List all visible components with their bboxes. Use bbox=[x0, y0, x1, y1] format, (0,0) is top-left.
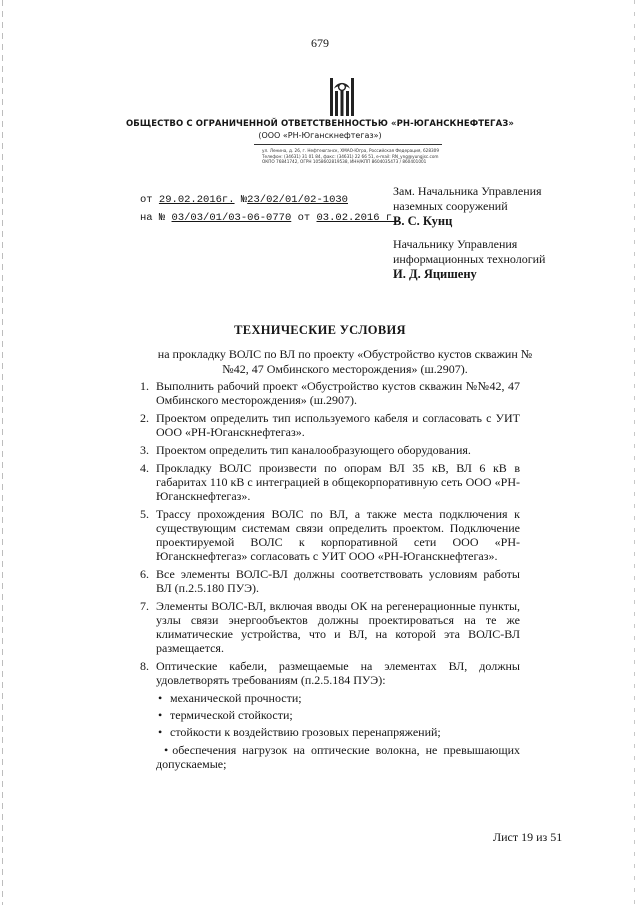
item-text: Все элементы ВОЛС-ВЛ должны соответствовать условиям работы ВЛ (п.2.5.180 ПУЭ). bbox=[156, 566, 520, 596]
list-item bbox=[140, 659, 520, 687]
bullet-text: обеспечения нагрузок на оптические волокна, не превышающих допускаемые; bbox=[156, 742, 520, 771]
item-number: 8. bbox=[140, 659, 149, 674]
list-item bbox=[140, 567, 520, 595]
contact-line: ОКПО 76841742, ОГРН 1058602819538, ИНН/КПП 8604035473 / 860401001 bbox=[262, 159, 427, 164]
bullet-item bbox=[140, 743, 520, 771]
item-number: 3. bbox=[140, 442, 149, 457]
item-number: 2. bbox=[140, 410, 149, 425]
contact-line: ул. Ленина, д. 26, г. Нефтеюганск, ХМАО-Югра, Российская Федерация, 628309 bbox=[262, 148, 439, 153]
list-item bbox=[140, 379, 520, 407]
list-item bbox=[140, 411, 520, 439]
bullet-item: • термической стойкости; bbox=[140, 708, 520, 722]
company-logo bbox=[330, 78, 354, 121]
bullet-item: • механической прочности; bbox=[140, 691, 520, 705]
item-number: 1. bbox=[140, 379, 149, 393]
company-contacts bbox=[262, 148, 439, 165]
document-title: ТЕХНИЧЕСКИЕ УСЛОВИЯ bbox=[234, 323, 406, 337]
outgoing-reference bbox=[140, 194, 348, 206]
addressee-line: наземных сооружений bbox=[393, 199, 508, 213]
item-number: 4. bbox=[140, 460, 149, 475]
addressee-name: В. С. Кунц bbox=[393, 214, 453, 228]
sheet-counter: Лист 19 из 51 bbox=[493, 830, 563, 844]
item-text: Трассу прохождения ВОЛС по ВЛ, а также места подключения к существующим системам связи определить проектом. Подключение проектируемой ВОЛС к корпоративной сети ООО «РН-Юганскнефтегаз» согласовать с УИТ ООО «РН-Юганскнефтегаз». bbox=[156, 506, 520, 564]
bullet-item: • стойкости к воздействию грозовых перенапряжений; bbox=[140, 725, 520, 739]
addressee-line: Начальнику Управления bbox=[393, 237, 518, 251]
list-item bbox=[140, 443, 520, 457]
item-text: Оптические кабели, размещаемые на элементах ВЛ, должны удовлетворять требованиям (п.2.5.184 ПУЭ): bbox=[156, 659, 520, 688]
item-text: Прокладку ВОЛС произвести по опорам ВЛ 35 кВ, ВЛ 6 кВ в габаритах 110 кВ с интеграцией в общекорпоративную сеть ООО «РН-Юганскнефтегаз». bbox=[156, 460, 520, 503]
from-number: 23/02/01/02-1030 bbox=[247, 194, 348, 206]
list-item bbox=[140, 599, 520, 656]
item-text: Выполнить рабочий проект «Обустройство кустов скважин №№42, 47 Омбинского месторождения» (ш.2907). bbox=[156, 379, 520, 408]
addressee-line: информационных технологий bbox=[393, 252, 546, 266]
item-text: Элементы ВОЛС-ВЛ, включая вводы ОК на регенерационные пункты, узлы связи энергообъектов должны проектироваться на те же климатические устройства, что и ВЛ, на которой эта ВОЛС-ВЛ размещается. bbox=[156, 598, 520, 656]
item-number: 7. bbox=[140, 598, 149, 613]
addressee-line: Зам. Начальника Управления bbox=[393, 184, 542, 198]
item-number: 5. bbox=[140, 506, 149, 521]
item-number: 6. bbox=[140, 566, 149, 581]
letterhead-divider bbox=[254, 144, 442, 145]
contact-line: Телефон: (34631) 31 01 84, факс: (34631) 22 66 51, e-mail: RN_yng@yungjsc.com bbox=[262, 153, 439, 159]
to-label: на № bbox=[140, 212, 166, 224]
list-item bbox=[140, 461, 520, 504]
item-text: Проектом определить тип используемого кабеля и согласовать с УИТ ООО «РН-Юганскнефтегаз». bbox=[156, 410, 520, 440]
list-item bbox=[140, 507, 520, 564]
to-number: 03/03/01/03-06-0770 bbox=[171, 212, 292, 224]
from-label: от bbox=[140, 194, 153, 206]
to-date: 03.02.2016 г. bbox=[316, 212, 399, 224]
addressee-name: И. Д. Яцишену bbox=[393, 267, 477, 281]
document-subtitle: на прокладку ВОЛС по ВЛ по проекту «Обустройство кустов скважин №№42, 47 Омбинского месторождения» (ш.2907). bbox=[157, 347, 533, 376]
addressee-block bbox=[393, 184, 542, 229]
company-name: ОБЩЕСТВО С ОГРАНИЧЕННОЙ ОТВЕТСТВЕННОСТЬЮ «РН-ЮГАНСКНЕФТЕГАЗ» bbox=[125, 119, 514, 129]
from-number-prefix: № bbox=[240, 194, 248, 206]
company-short-name: (ООО «РН-Юганскнефтегаз») bbox=[258, 131, 382, 140]
rosneft-logo-icon bbox=[330, 78, 354, 116]
page-number: 679 bbox=[311, 36, 329, 50]
incoming-reference bbox=[140, 212, 398, 224]
item-text: Проектом определить тип каналообразующего оборудования. bbox=[156, 442, 471, 457]
from-date: 29.02.2016г. bbox=[158, 194, 235, 206]
to-date-label: от bbox=[297, 212, 311, 224]
addressee-block bbox=[393, 237, 545, 282]
bullet-dot: • bbox=[164, 742, 169, 757]
conditions-list bbox=[140, 379, 520, 771]
